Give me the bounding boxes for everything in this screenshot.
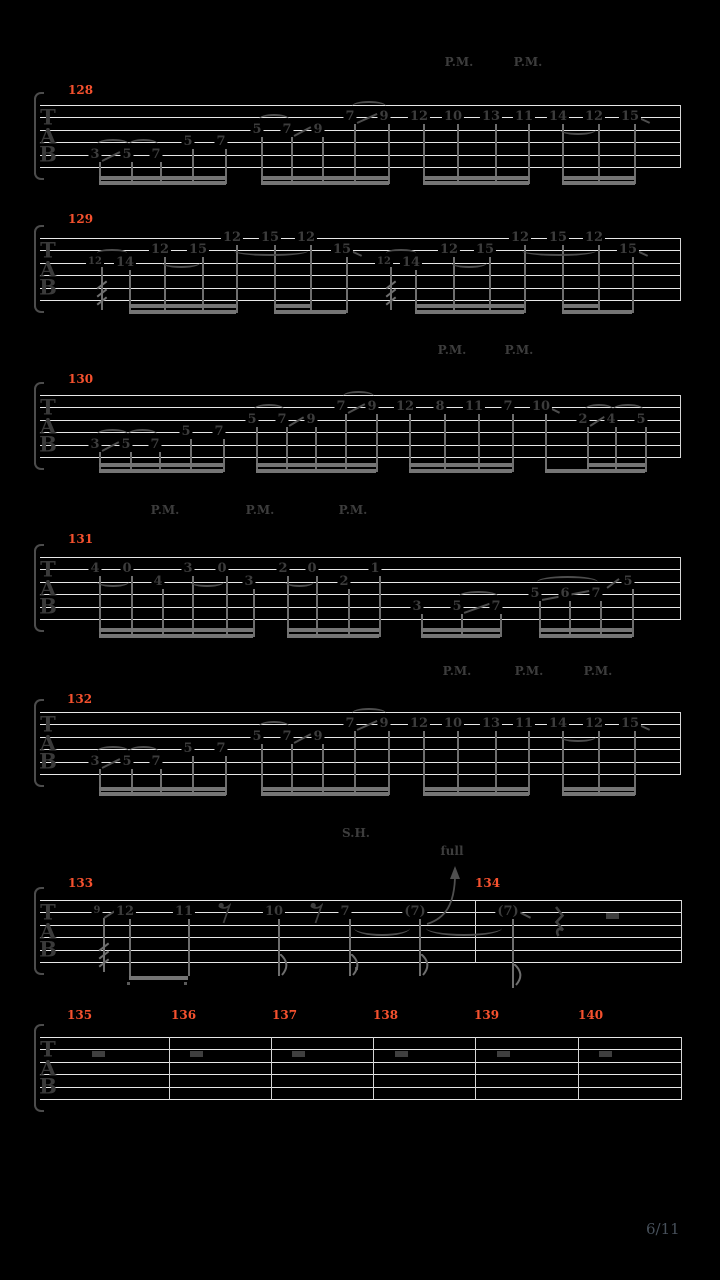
annotation-text: P.M.	[513, 55, 543, 69]
slide-line	[348, 403, 366, 414]
beam	[261, 787, 389, 791]
fret-number: 12	[409, 716, 429, 732]
note-stem	[512, 413, 514, 472]
beam	[421, 634, 500, 638]
annotation-text: P.M.	[437, 343, 467, 357]
fret-number: 10	[443, 109, 463, 125]
fret-number: 12	[584, 716, 604, 732]
fret-number: 15	[188, 242, 208, 258]
fret-number: 12	[510, 230, 530, 245]
note-stem	[423, 730, 425, 795]
tab-clef-letter: T	[40, 556, 56, 582]
staff-line	[40, 275, 681, 276]
note-stem	[388, 123, 390, 184]
annotation-text: P.M.	[514, 664, 544, 678]
fret-number: 3	[244, 573, 254, 589]
fret-number: 0	[122, 561, 132, 577]
bend-arrow-icon	[424, 864, 462, 930]
fret-number: 7	[336, 399, 346, 415]
staff-line	[40, 457, 681, 458]
slide-line	[357, 113, 378, 124]
fret-number: 7	[151, 146, 161, 162]
beam	[562, 787, 635, 791]
fret-number: 7	[340, 904, 350, 920]
fret-number: 10	[443, 716, 463, 732]
eighth-flag-icon	[350, 954, 360, 980]
beam	[421, 628, 500, 632]
note-stem	[634, 730, 636, 795]
beam	[261, 792, 389, 796]
fret-number: 12	[150, 242, 170, 258]
note-stem	[388, 730, 390, 795]
note-stem	[346, 256, 348, 313]
tab-clef-letter: A	[39, 575, 57, 601]
slide-line	[357, 720, 378, 731]
measure-number: 137	[272, 1008, 298, 1022]
barline	[578, 1037, 579, 1100]
fret-number: 12	[88, 255, 102, 267]
slide-line	[464, 603, 490, 614]
fret-number: 3	[183, 561, 193, 577]
fret-number: 7	[503, 399, 513, 415]
note-stem	[500, 613, 502, 637]
beam	[423, 792, 529, 796]
fret-number: 7	[216, 134, 226, 150]
note-stem	[379, 575, 381, 637]
staff-line	[40, 1074, 681, 1075]
fret-number: 7	[151, 753, 161, 769]
fret-number: 15	[260, 230, 280, 245]
fret-number: 2	[339, 573, 349, 589]
beam	[562, 310, 632, 314]
barline	[680, 238, 681, 301]
staff-line	[40, 1049, 681, 1050]
note-stem	[645, 426, 647, 472]
fret-number: 12	[222, 230, 242, 245]
note-stem	[223, 438, 225, 472]
staff-line	[40, 774, 681, 775]
rest-block-icon	[606, 913, 619, 919]
beam	[539, 634, 632, 638]
beam	[274, 310, 346, 314]
note-stem	[528, 123, 530, 184]
tab-clef-letter: B	[39, 748, 57, 774]
tie-arc	[354, 920, 410, 936]
tie-arc	[522, 246, 596, 256]
beam	[129, 310, 236, 314]
measure-number: 131	[68, 532, 94, 546]
tab-clef-letter: B	[39, 1073, 57, 1099]
tie-arc	[560, 732, 596, 742]
barline	[680, 557, 681, 620]
measure-number: 136	[171, 1008, 197, 1022]
note-stem	[632, 588, 634, 637]
fret-number: 12	[115, 904, 135, 920]
staff-line	[40, 619, 681, 620]
fret-number: 7	[214, 424, 224, 440]
fret-number: 7	[282, 121, 292, 137]
beam	[423, 787, 529, 791]
fret-number: 7	[282, 728, 292, 744]
staff-line	[40, 912, 681, 913]
fret-number: 9	[379, 109, 389, 125]
note-stem	[236, 244, 238, 313]
tab-clef-letter: B	[39, 431, 57, 457]
staff-line	[40, 900, 681, 901]
staff-line	[40, 762, 681, 763]
tie-arc	[234, 246, 308, 256]
fret-number: 12	[409, 109, 429, 125]
staff-line	[40, 1087, 681, 1088]
note-stem	[598, 244, 600, 313]
measure-number: 134	[475, 876, 501, 890]
fret-number: 4	[153, 573, 163, 589]
tab-clef-letter: T	[40, 899, 56, 925]
fret-number: 5	[252, 728, 262, 744]
slide-line	[606, 578, 619, 588]
fret-number: 5	[122, 146, 132, 162]
tab-clef-letter: B	[39, 593, 57, 619]
beam	[562, 176, 635, 180]
fret-number: 12	[395, 399, 415, 415]
fret-number: 5	[181, 424, 191, 440]
fret-number: 12	[377, 255, 391, 267]
fret-number: 11	[464, 399, 484, 415]
fret-number: 5	[530, 586, 540, 602]
fret-number: 5	[623, 573, 633, 589]
fret-number: 12	[296, 230, 316, 245]
barline	[680, 712, 681, 775]
note-stem	[354, 123, 356, 184]
tie-arc	[97, 577, 129, 587]
fret-number: 7	[491, 598, 501, 614]
slide-line	[102, 441, 120, 452]
fret-number: 12	[439, 242, 459, 258]
tab-clef-letter: T	[40, 394, 56, 420]
barline	[169, 1037, 170, 1100]
beam	[99, 787, 226, 791]
staccato-dot-icon	[127, 982, 130, 985]
fret-number: 9	[367, 399, 377, 415]
staff-line	[40, 594, 681, 595]
fret-number: 5	[636, 411, 646, 427]
note-stem	[354, 730, 356, 795]
staff-line	[40, 288, 681, 289]
note-stem	[634, 123, 636, 184]
note-stem	[129, 918, 131, 976]
annotation-text: P.M.	[442, 664, 472, 678]
fret-number: 15	[332, 242, 352, 258]
beam	[409, 469, 512, 473]
tab-clef-letter: A	[39, 1055, 57, 1081]
note-stem	[376, 413, 378, 472]
staff-line	[40, 569, 681, 570]
fret-number: 7	[345, 109, 355, 125]
rest-block-icon	[92, 1051, 105, 1057]
staff-line	[40, 1037, 681, 1038]
fret-number: 10	[264, 904, 284, 920]
fret-number: 7	[277, 411, 287, 427]
tab-clef-letter: A	[39, 413, 57, 439]
fret-number: 10	[531, 399, 551, 415]
fret-number: 8	[435, 399, 445, 415]
beam	[562, 304, 598, 308]
quarter-rest-icon	[552, 906, 566, 941]
barline	[680, 395, 681, 458]
measure-number: 130	[68, 372, 94, 386]
fret-number: 4	[606, 411, 616, 427]
beam	[562, 181, 635, 185]
fret-number: 11	[514, 716, 534, 732]
fret-number: 0	[307, 561, 317, 577]
note-stem	[253, 588, 255, 637]
tie-arc	[560, 125, 596, 135]
fret-number: 5	[183, 134, 193, 150]
note-stem	[188, 918, 190, 976]
beam	[256, 463, 376, 467]
note-stem	[99, 768, 101, 795]
staff-line	[40, 962, 681, 963]
tab-clef-letter: B	[39, 936, 57, 962]
annotation-text: P.M.	[444, 55, 474, 69]
fret-number: 3	[90, 146, 100, 162]
note-stem	[598, 123, 600, 184]
fret-number: 9	[379, 716, 389, 732]
slide-line	[294, 126, 312, 137]
note-stem	[457, 730, 459, 795]
fret-number: 5	[121, 436, 131, 452]
barline	[475, 1037, 476, 1100]
eighth-flag-icon	[279, 954, 289, 980]
fret-number: 3	[90, 753, 100, 769]
beam	[287, 634, 379, 638]
slide-line	[294, 733, 312, 744]
fret-number: 15	[618, 242, 638, 258]
measure-number: 139	[474, 1008, 500, 1022]
staff-line	[40, 167, 681, 168]
note-stem	[190, 438, 192, 472]
measure-number: 132	[67, 692, 93, 706]
note-stem	[524, 244, 526, 313]
beam	[415, 304, 524, 308]
barline	[681, 900, 682, 963]
note-stem	[495, 730, 497, 795]
fret-number: 7	[216, 741, 226, 757]
staff-line	[40, 155, 681, 156]
fret-number: 7	[150, 436, 160, 452]
fret-number: 5	[247, 411, 257, 427]
measure-number: 129	[68, 212, 94, 226]
rest-block-icon	[497, 1051, 510, 1057]
note-stem	[632, 256, 634, 313]
annotation-text: S.H.	[342, 826, 370, 840]
staff-line	[40, 1062, 681, 1063]
fret-number: 9	[313, 121, 323, 137]
fret-number: 15	[548, 230, 568, 245]
beam	[99, 176, 226, 180]
beam	[274, 304, 310, 308]
note-stem	[495, 123, 497, 184]
annotation-text: P.M.	[504, 343, 534, 357]
barline	[681, 1037, 682, 1100]
fret-number: 0	[217, 561, 227, 577]
tab-clef-letter: A	[39, 730, 57, 756]
fret-number: (7)	[404, 904, 426, 920]
beam	[287, 628, 379, 632]
beam	[99, 463, 223, 467]
note-stem	[131, 768, 133, 795]
tab-clef-letter: T	[40, 237, 56, 263]
staff-line	[40, 937, 681, 938]
fret-number: 15	[620, 716, 640, 732]
beam	[99, 181, 226, 185]
rest-block-icon	[292, 1051, 305, 1057]
beam	[539, 628, 632, 632]
note-stem	[598, 730, 600, 795]
rest-block-icon	[395, 1051, 408, 1057]
tab-clef-letter: A	[39, 123, 57, 149]
fret-number: 5	[183, 741, 193, 757]
fret-number: 14	[401, 254, 421, 270]
tab-clef-letter: B	[39, 274, 57, 300]
note-stem	[423, 123, 425, 184]
slide-line	[590, 416, 605, 427]
staff-line	[40, 557, 681, 558]
annotation-text: P.M.	[338, 503, 368, 517]
fret-number: 14	[115, 254, 135, 270]
measure-number: 138	[373, 1008, 399, 1022]
staff-line	[40, 300, 681, 301]
rest-block-icon	[190, 1051, 203, 1057]
slide-line	[102, 151, 121, 162]
note-stem	[545, 413, 547, 472]
beam	[409, 463, 512, 467]
fret-number: 6	[560, 586, 570, 602]
note-stem	[457, 123, 459, 184]
tab-clef-letter: T	[40, 1036, 56, 1062]
slide-line	[102, 758, 121, 769]
measure-number: 128	[68, 83, 94, 97]
annotation-text: full	[440, 844, 464, 858]
fret-number: 2	[278, 561, 288, 577]
tie-arc	[162, 258, 200, 268]
measure-number: 140	[578, 1008, 604, 1022]
barline	[680, 105, 681, 168]
barline	[373, 1037, 374, 1100]
fret-number: 14	[548, 716, 568, 732]
fret-number: 3	[412, 598, 422, 614]
fret-number: 13	[481, 716, 501, 732]
note-stem	[310, 244, 312, 313]
beam	[129, 976, 188, 980]
eighth-rest-icon	[218, 901, 231, 928]
tab-clef-letter: T	[40, 711, 56, 737]
fret-number: 4	[90, 561, 100, 577]
fret-number: 9	[93, 905, 101, 917]
beam	[261, 181, 389, 185]
tab-clef-letter: A	[39, 256, 57, 282]
annotation-text: P.M.	[583, 664, 613, 678]
fret-number: 9	[306, 411, 316, 427]
staff-line	[40, 607, 681, 608]
eighth-rest-icon	[310, 901, 323, 928]
beam	[545, 469, 645, 473]
fret-number: 9	[313, 728, 323, 744]
fret-number: 13	[481, 109, 501, 125]
fret-number: 11	[174, 904, 194, 920]
beam	[129, 304, 236, 308]
barline	[271, 1037, 272, 1100]
staff-line	[40, 950, 681, 951]
beam	[99, 792, 226, 796]
eighth-flag-icon	[513, 964, 523, 990]
tab-clef-letter: T	[40, 104, 56, 130]
tie-arc	[451, 258, 487, 268]
annotation-text: P.M.	[245, 503, 275, 517]
grace-note-stem	[390, 266, 392, 310]
fret-number: (7)	[497, 904, 519, 920]
staccato-dot-icon	[184, 982, 187, 985]
fret-number: 2	[578, 411, 588, 427]
fret-number: 5	[252, 121, 262, 137]
fret-number: 12	[584, 230, 604, 245]
fret-number: 5	[122, 753, 132, 769]
note-stem	[160, 768, 162, 795]
beam	[587, 463, 645, 467]
page-indicator: 6/11	[646, 1220, 680, 1238]
fret-number: 1	[370, 561, 380, 577]
staff-line	[40, 1099, 681, 1100]
tab-clef-letter: A	[39, 918, 57, 944]
measure-number: 133	[68, 876, 94, 890]
tie-arc	[190, 577, 224, 587]
staff-line	[40, 445, 681, 446]
beam	[423, 181, 529, 185]
fret-number: 7	[345, 716, 355, 732]
fret-number: 14	[548, 109, 568, 125]
slide-line	[289, 416, 305, 427]
measure-number: 135	[67, 1008, 93, 1022]
annotation-text: P.M.	[150, 503, 180, 517]
staff-line	[40, 263, 681, 264]
beam	[261, 176, 389, 180]
grace-note-stem	[101, 266, 103, 310]
beam	[562, 792, 635, 796]
fret-number: 7	[591, 586, 601, 602]
beam	[99, 628, 253, 632]
eighth-flag-icon	[420, 954, 430, 980]
fret-number: 12	[584, 109, 604, 125]
beam	[415, 310, 524, 314]
note-stem	[528, 730, 530, 795]
fret-number: 5	[452, 598, 462, 614]
tab-clef-letter: B	[39, 141, 57, 167]
fret-number: 15	[475, 242, 495, 258]
rest-block-icon	[599, 1051, 612, 1057]
fret-number: 3	[90, 436, 100, 452]
beam	[423, 176, 529, 180]
tie-arc	[285, 577, 314, 587]
beam	[99, 469, 223, 473]
fret-number: 15	[620, 109, 640, 125]
beam	[99, 634, 253, 638]
beam	[256, 469, 376, 473]
fret-number: 11	[514, 109, 534, 125]
